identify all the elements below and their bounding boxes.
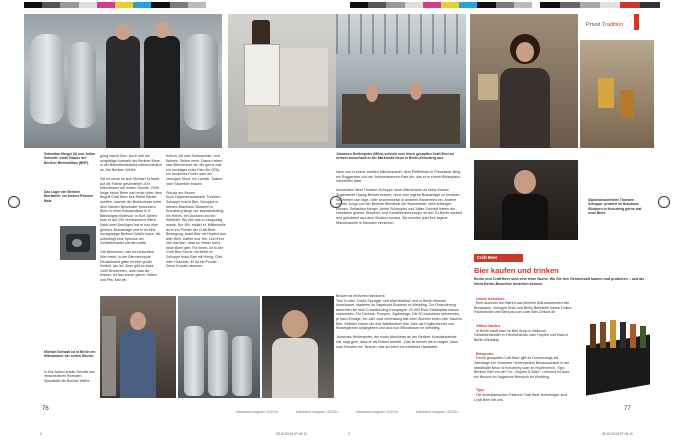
tip-label: Tipp:	[476, 388, 485, 393]
print-mark-right-date: 25.02.2014 07:04:11	[602, 432, 633, 436]
hands-beer-photo	[580, 40, 654, 148]
craft-beer-tag-label: Craft Beer	[477, 255, 498, 260]
box-title: Bier kaufen und trinken	[474, 266, 559, 275]
section-header	[586, 22, 623, 28]
registration-mark-left	[8, 196, 20, 208]
registration-mark-right	[658, 196, 670, 208]
craft-beer-tag	[474, 254, 523, 262]
offline-text: In Berlin kauft man im Bier Shop in Bellevue, Getränkehändler in Friedrichshain oder Hopfen und Malz in Berlin-Wedding.	[474, 328, 570, 342]
right-col-text: stern und in seiner zweiten Mikrobrauerei, dem Pfefferbräu in Prenzlauer Berg, ein Roggenbier und ein Johannisbeeren-Pale Ale, das er in einem Whiskyfass nachreifen lässt. Ausserdem lässt Thorsten Schoppe neue Mikrobrauer an seine Kessel. Sogenannte Gypsy-Brewer brauen, ohne eine eigene Brauanlage zu besitzen. Sie mieten sich tage- oder wochenweise in anderen Brauereien ein. Andere wie die Jungs von der Berliner Bierfabrik der Braumeister nicht anfangen können. Sebastian Mergel, André Schleypen und Julian Schmidt haben die Handwerk gelernt. Brauerei- und Getränketechnologie an der TU Berlin studiert und gründeten aus dem Studium heraus. Sie konnten jetzt ihre eigene Mikrobrauerei in Marzahn einrichten.	[336, 170, 462, 225]
caption-schwab-2: In fünf Jahren braute Schwab aus verschiedenen Rezepten. Spezialität: die Berliner Weiße.	[44, 370, 96, 383]
color-calibration-bar-left	[24, 2, 206, 8]
print-mark-right-num: 3	[348, 432, 350, 436]
caption-lager: Das Lager der Berliner Bierfabrik: ein kleines Pilsener Malz.	[44, 190, 95, 203]
caption-markthalle: Johannes Heidenpeter (Mitte) schenkt sein frisch gezapftes Craft Beer an seinem Ausschank in der Markthalle Neun in Berlin-Kreuzberg aus.	[336, 152, 455, 161]
tip-text: Die amerikanischen Trinkerei Craft Beer Kulturträger sind Craft Beer bei uns.	[474, 393, 569, 402]
offline-label: Offline kaufen.	[476, 324, 501, 329]
box-body	[474, 292, 574, 400]
schoppe-photo	[474, 160, 578, 240]
section-label: Privat	[586, 22, 601, 28]
brew-hall-photo	[336, 14, 466, 148]
beer-crate-photo	[580, 318, 656, 398]
footer-left-page-2: Handwerk magazin 10/2014	[296, 410, 339, 414]
left-col2-text: Kölsch, Alt oder Schwarzbier. Und Weizen. Selten mehr. Davon heben sich Mikrobrauer ab, die gerne mal ein fruchtiges India Pale Ale (IPA), ein trockenes Porter oder ein cremiges Stout, ein Lambic, Saison oder Sauerbier brauen. Freude am Neuen Auch Diplombraumeister Thorsten Schoppe macht Bier, Schoppe in seinem Brauhaus Südstern in Kreuzberg lange nur standardmäßig ein Helles, ein Dunkles und ein Weißbier. Bis ihm das zu langweilig wurde. Nur 8%, erklärt er. Mittlerweile ist er ein Pionier der Craft-Beer-Bewegung, braut Bier mit Hopfen aus aller Welt, Kaffee und Tee. Und freut sich darüber, dass es immer mehr neue Biere gibt. Für einen, ist in der Craft Bier-Szene, berichtet er: Schoppe braut Bier mit Honig, Chili oder Holunder. Er ist ein Pionier. Seine Kunden staunen.	[166, 154, 226, 269]
brewers-photo	[24, 14, 222, 148]
caption-diplom: Diplombraumeister Thorsten Schoppe: probiert im Brauhaus Südstern in Kreuzberg gerne mal neue Biere.	[588, 198, 643, 215]
brauen-text: Brauen ist ehrliches Handwerk Tom Crozier, David Spengler und Matt Walthall, drei in Berlin lebende Amerikaner, starteten ihr Vagabund Brauerei im Wedding. Zur Finanzierung tauschten sie eine Crowdfunding-Kampagne: 20.000 Euro Startkapital kamen zusammen. Für Gerüste, Pumpen, Zapfanlage. Die 50 Investoren bekommen, je nach Einlage, ein Jahr oder lebenslang alle zwei Wochen einen Liter frisches Bier. Seitdem haben die drei Wahlberliner ihre Jobs als Englischlehrer und Kindergärtner aufgegeben und sind nun Mikrobrauer im Wedding. Johannes Heidenpeter, der einen Abschluss an der Berliner Kunstakademie hat, sagt gern, dass er als Brauer arbeite. „Das ist besser als zu sagen, dass man Künstler ist.“ Brauen, das sei eben ein ehrliches Handwerk.	[336, 294, 462, 349]
beer-bottle-photo	[228, 14, 336, 148]
page-number-left: 76	[42, 406, 49, 412]
color-calibration-bar-right2	[540, 2, 660, 8]
lager-photo	[60, 226, 96, 260]
print-mark-left-num: 2	[40, 432, 42, 436]
schwab-photo	[100, 296, 176, 398]
bar-woman-photo	[470, 14, 578, 148]
color-calibration-bar-right	[350, 2, 532, 8]
registration-mark-mid	[330, 196, 342, 208]
online-text: Eine Auswahl von Bieren aus Berliner Mikrobrauereien wie Brewbaker, Schoppe Bräu und Berlin Bierfabrik bieten Online-Fachhändler wie Bierpost.com oder Bier-Deluxe.de.	[474, 301, 573, 315]
subsection-label: Tradition	[601, 22, 624, 28]
footer-right-page-2: Handwerk magazin 10/2014	[416, 410, 459, 414]
footer-left-page: Handwerk magazin 10/2014	[236, 410, 279, 414]
page-number-right: 77	[624, 406, 631, 412]
caption-brewers: Sebastian Mergel (li) und Julian Schmidt: echte Brauer der Berliner Biertradition (BBF).	[44, 152, 96, 165]
tasting-text: Frisch gezapftes Craft Beer gibt es Donnerstags bis Samstags bei Johannes Heidenpeters Bierausschank in der Markthalle Neun in Kreuzberg oder im Hopfenreich. Tipp: Berliner Bier vor der Tür: „Hopfen & Malz“. Lohnend ist auch ein Besuch im Vagabund Brewpub im Wedding.	[474, 356, 571, 379]
box-intro: Berlin und Craft Beer sind eine feine Sache. Wo Sie den Gerstensaft kaufen und probieren – und als Nicht-Berlin-Besucher bestellen können.	[474, 277, 646, 286]
brewery-hall-photo	[178, 296, 260, 398]
online-label: Online bestellen.	[476, 296, 505, 301]
footer-right-page: Handwerk magazin 10/2014	[356, 410, 399, 414]
left-col1-text: gung macht Sinn. Auch weil die sorgfältige Auswahl der Berliner Biere in der Beliebtheitsskala unterschiedlich ist. Die Berliner Weiße. Die es reizte es sich Michael Schwab auf die Fahne geschrieben. Ein Mikrobrauer der ersten Stunde. 2005, lange bevor Biere wie heute unter dem Begriff Craft Beer ihre Reihe Käufer wurden, machte der Braumeister unter dem Namen Brewbaker besondere Biere in einer Brauschänke in S-Bahnbögen Bellevue. In fünf Jahren kam er auf 100 verschiedene Biere. Nach zwei Umzügen hat er nun eine größere Brauanlage und er ist eine hochgradige Berliner Weiße braut, die unbedingt eine Sprosse am Getränkemarkt werden sollte. 140 Biersorten, das ist erstaunlich. Wer meint, in der Biermetropole Deutschland gäbe es eine große Vielfalt, der irrt: Zwar gibt es etwa 1400 Brauereien, doch was sie brauen, ist fast immer gleich: Helles und Pils. Mal ein	[100, 154, 162, 283]
section-accent-bar	[634, 14, 639, 30]
smiling-brewer-photo	[262, 296, 334, 398]
tasting-label: Bierprobe.	[476, 351, 494, 356]
print-mark-left-date: 25.02.2014 07:04:11	[276, 432, 307, 436]
caption-schwab: Michael Schwab ist in Berlin ein Mikrobrauer der ersten Stunde.	[44, 350, 97, 359]
